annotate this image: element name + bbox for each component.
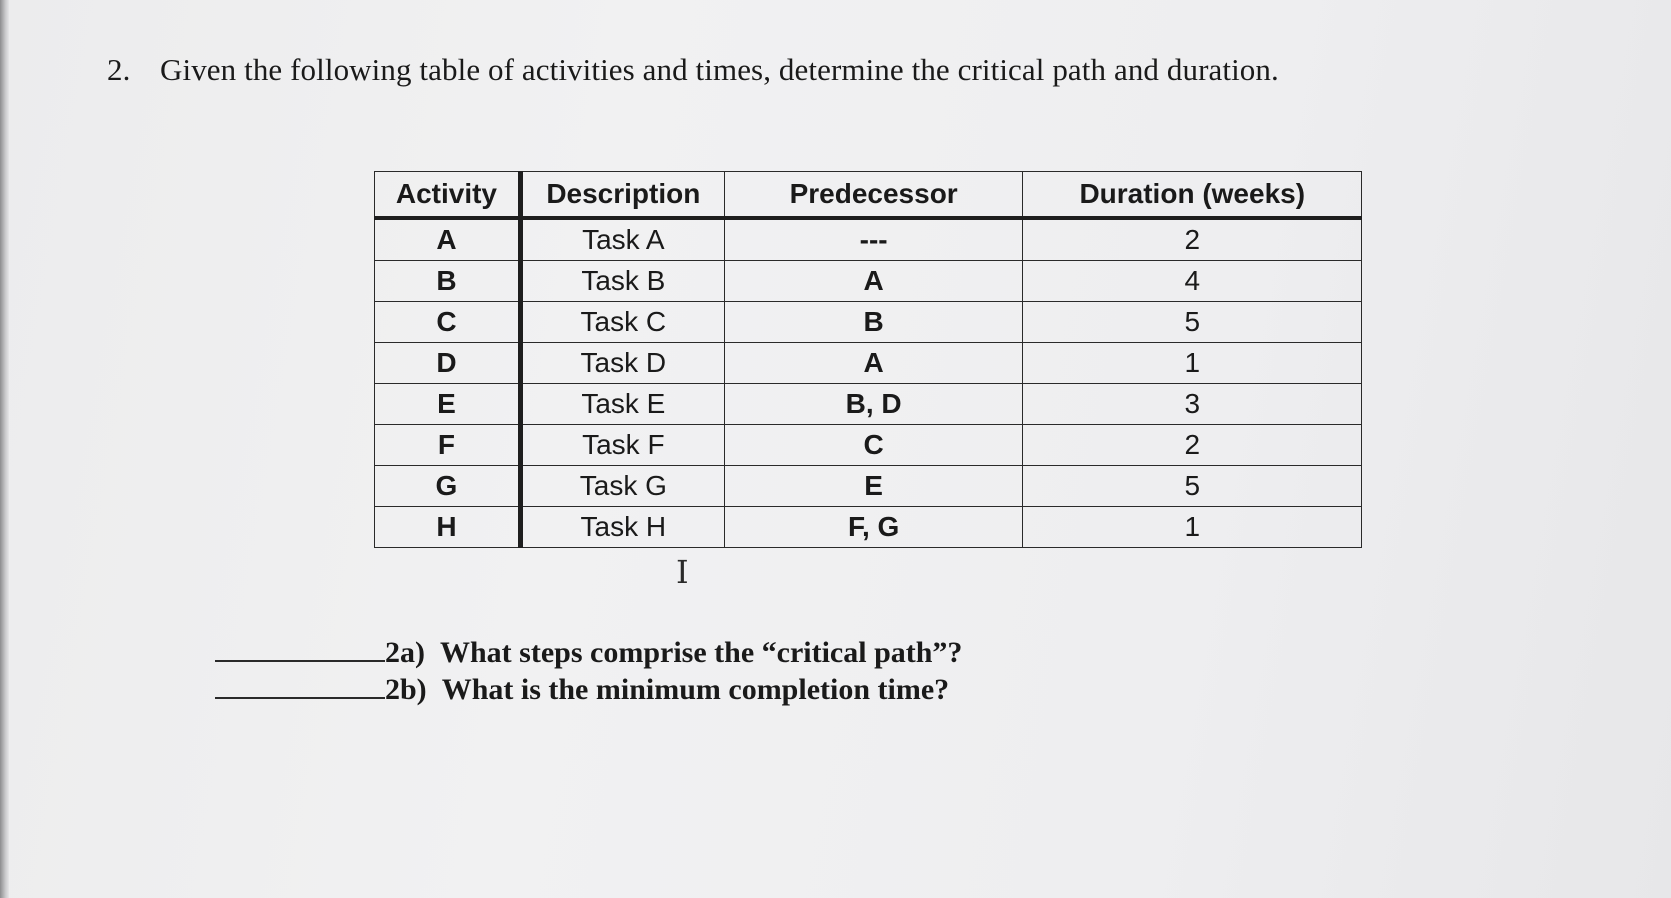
header-predecessor: Predecessor [724,172,1023,219]
table-row [375,261,1362,302]
cell-activity: G [375,466,521,507]
cell-description: Task C [520,302,724,343]
cell-predecessor: F, G [724,507,1023,548]
header-duration: Duration (weeks) [1023,172,1362,219]
cell-description: Task G [520,466,724,507]
cell-predecessor: E [724,466,1023,507]
cell-description: Task D [520,343,724,384]
table-row [375,384,1362,425]
text-cursor-icon: I [676,553,689,591]
answer-blank-2a[interactable] [215,638,385,662]
table-row [375,425,1362,466]
cell-activity: B [375,261,521,302]
cell-predecessor: B [724,302,1023,343]
table-row [375,218,1362,261]
cell-activity: A [375,218,521,261]
cell-duration: 2 [1023,218,1362,261]
subquestion-label: 2a) [385,636,425,669]
activities-table [374,171,1362,548]
cell-duration: 1 [1023,343,1362,384]
header-activity: Activity [375,172,521,219]
cell-duration: 4 [1023,261,1362,302]
subquestion-2b [215,673,949,707]
cell-activity: D [375,343,521,384]
subquestion-text: What steps comprise the “critical path”? [440,636,963,669]
cell-activity: F [375,425,521,466]
cell-activity: E [375,384,521,425]
cell-description: Task A [520,218,724,261]
subquestion-2a [215,636,962,670]
table-row [375,302,1362,343]
table-header-row [375,172,1362,219]
cell-description: Task H [520,507,724,548]
subquestion-text: What is the minimum completion time? [441,673,950,706]
cell-description: Task F [520,425,724,466]
cell-predecessor: --- [724,218,1023,261]
cell-duration: 5 [1023,466,1362,507]
cell-duration: 1 [1023,507,1362,548]
table-row [375,343,1362,384]
cell-duration: 2 [1023,425,1362,466]
cell-description: Task E [520,384,724,425]
cell-predecessor: B, D [724,384,1023,425]
header-description: Description [520,172,724,219]
cell-duration: 3 [1023,384,1362,425]
cell-activity: H [375,507,521,548]
cell-predecessor: A [724,261,1023,302]
table-row [375,507,1362,548]
question-number: 2. [107,52,131,87]
question-2 [107,52,1279,88]
cell-activity: C [375,302,521,343]
cell-duration: 5 [1023,302,1362,343]
cell-predecessor: C [724,425,1023,466]
question-text: Given the following table of activities and times, determine the critical path and duration. [160,52,1279,87]
answer-blank-2b[interactable] [215,675,385,699]
subquestion-label: 2b) [385,673,427,706]
page-left-edge-shadow [0,0,9,898]
cell-description: Task B [520,261,724,302]
cell-predecessor: A [724,343,1023,384]
table-row [375,466,1362,507]
